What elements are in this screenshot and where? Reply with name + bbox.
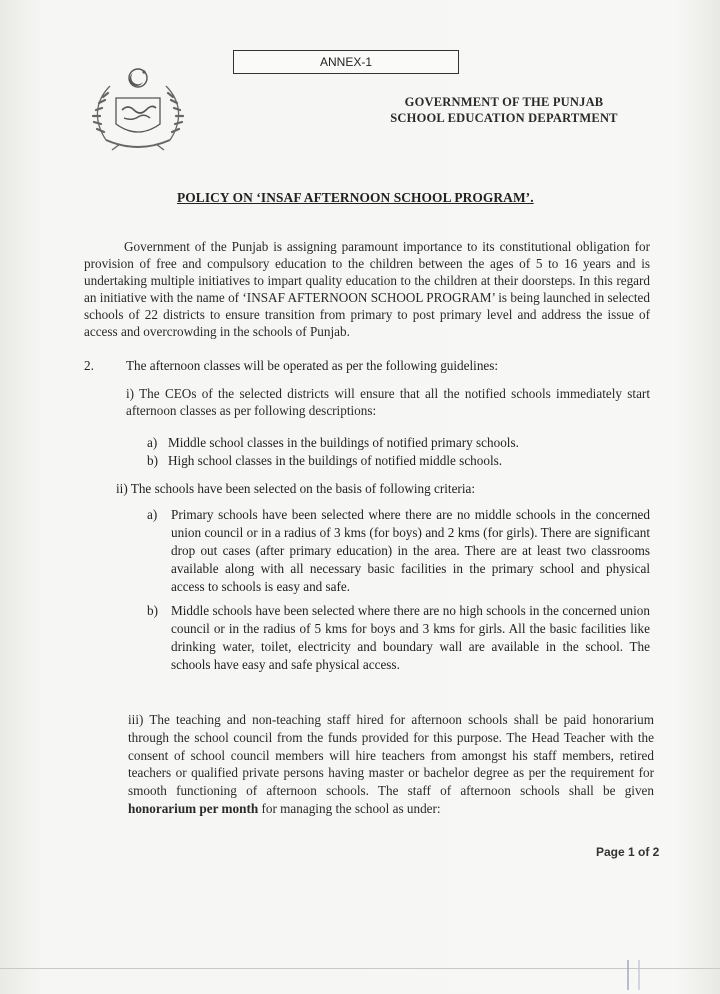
department-header	[380, 94, 628, 126]
point-2-text: The afternoon classes will be operated as per the following guidelines:	[126, 358, 499, 373]
annex-label: ANNEX-1	[233, 50, 459, 74]
punjab-government-emblem-icon	[86, 62, 190, 154]
page-bottom-divider	[0, 968, 720, 969]
page-number: Page 1 of 2	[596, 845, 660, 859]
policy-title: POLICY ON ‘INSAF AFTERNOON SCHOOL PROGRAM’.	[177, 190, 534, 205]
criteria-item-label: b)	[147, 603, 158, 618]
guideline-iii-text-after: for managing the school as under:	[258, 800, 441, 816]
intro-paragraph: Government of the Punjab is assigning paramount importance to its constitutional obligation for provision of free and compulsory education to the children between the ages of 5 to 16 years and is undertaking multiple initiatives to impart quality education to the children at their doorsteps. In this regard an initiative with the name of ‘INSAF AFTERNOON SCHOOL PROGRAM’ is being launched in selected schools of 22 districts to ensure transition from primary to post primary level and address the issue of access and overcrowding in the schools of Punjab.	[84, 239, 650, 340]
guideline-iii-bold: honorarium per month	[128, 800, 259, 816]
guideline-ii: ii) The schools have been selected on the basis of following criteria:	[116, 481, 476, 496]
list-item-label: a)	[147, 435, 158, 450]
point-2-number: 2.	[84, 358, 94, 373]
guideline-iii-text-before: iii) The teaching and non-teaching staff hired for afternoon schools shall be paid honorarium through the school council from the funds provided for this purpose. The Head Teacher with the consent of school council members will hire teachers from amongst his staff members, retired teachers or qualified private persons having master or bachelor degree as per the requirement for smooth functioning of afternoon schools. The staff of afternoon schools shall be given	[128, 712, 654, 799]
scan-mark	[627, 960, 640, 990]
criteria-item	[147, 506, 650, 596]
header-line-department: SCHOOL EDUCATION DEPARTMENT	[390, 111, 618, 125]
guideline-iii	[128, 711, 654, 818]
criteria-item-label: a)	[147, 507, 158, 522]
list-item	[147, 452, 519, 470]
list-item-text: Middle school classes in the buildings of notified primary schools.	[168, 435, 519, 450]
criteria-item-text: Middle schools have been selected where there are no high schools in the concerned union council or in the radius of 5 kms for boys and 3 kms for girls. All the basic facilities like drinking water, toilet, electricity and boundary wall are available in the school. The schools have easy and safe physical access.	[171, 603, 650, 672]
list-item-label: b)	[147, 453, 158, 468]
guideline-i-list	[147, 434, 519, 470]
criteria-item-text: Primary schools have been selected where there are no middle schools in the concerned union council or in a radius of 3 kms (for boys) and 2 kms (for girls). There are significant drop out cases (after primary education) in the area. There are at least two classrooms available along with all necessary basic facilities in the primary school and physical access to schools is easy and safe.	[171, 507, 650, 594]
list-item-text: High school classes in the buildings of notified middle schools.	[168, 453, 503, 468]
guideline-i: i) The CEOs of the selected districts will ensure that all the notified schools immediately start afternoon classes as per following descriptions:	[126, 386, 650, 419]
header-line-government: GOVERNMENT OF THE PUNJAB	[404, 95, 604, 109]
criteria-item	[147, 602, 650, 674]
list-item	[147, 434, 519, 452]
